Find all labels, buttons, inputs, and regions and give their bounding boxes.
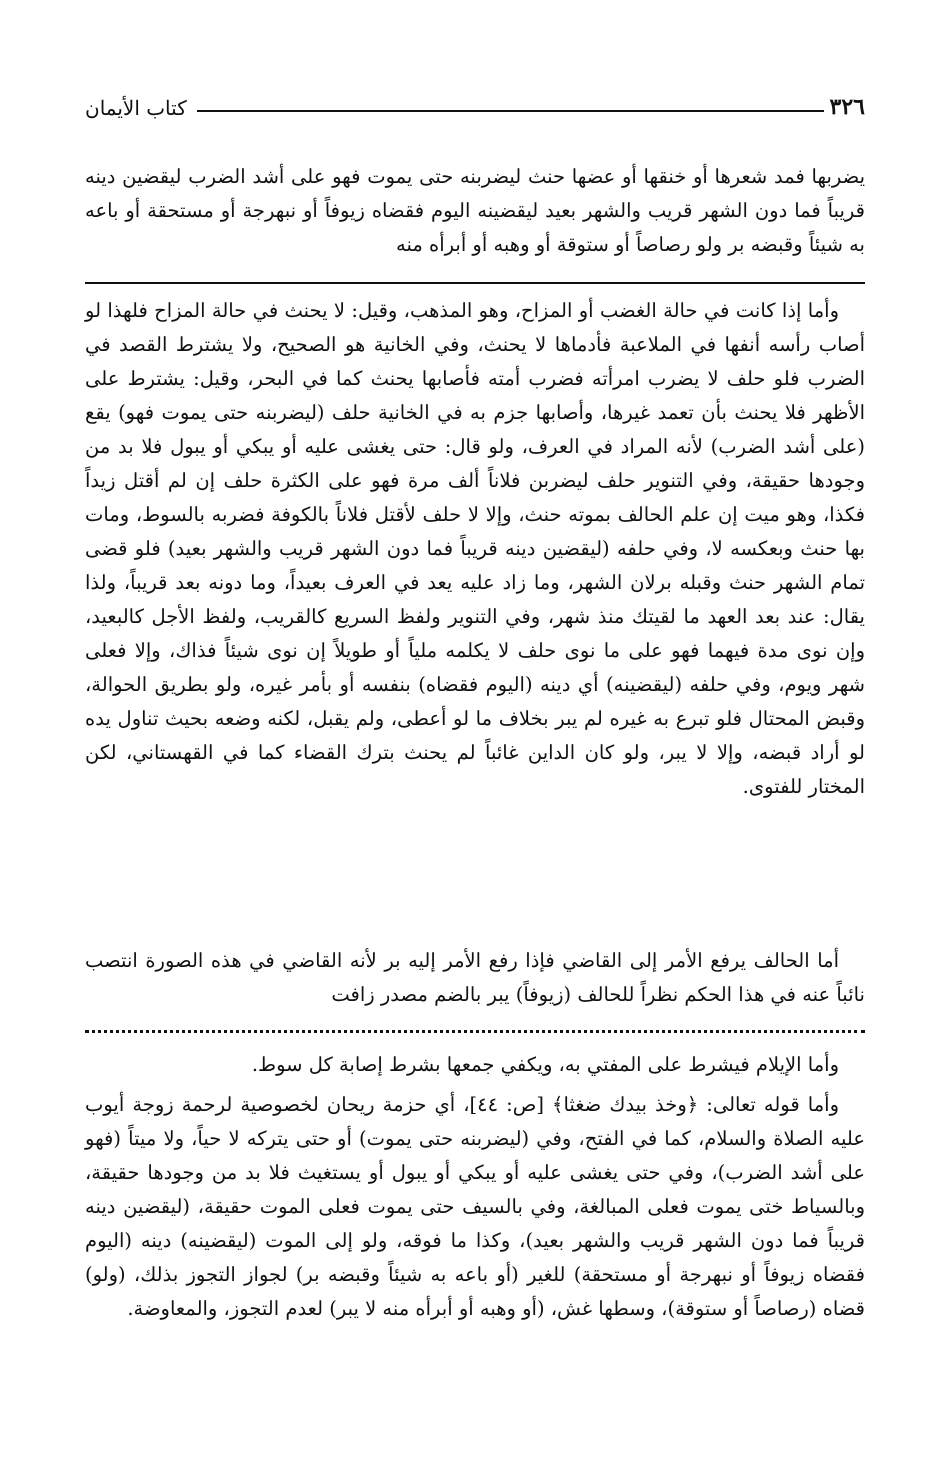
header-rule xyxy=(197,110,824,112)
matn-bottom-paragraph: أما الحالف يرفع الأمر إلى القاضي فإذا رفع الأمر إليه بر لأنه القاضي في هذه الصورة انتصب نائباً عنه في هذا الحكم نظراً للحالف (زيوفاً) يبر بالضم مصدر زافت xyxy=(85,949,865,1006)
book-page xyxy=(85,80,865,1410)
sharh-2-paragraph-2: وأما قوله تعالى: ﴿وخذ بيدك ضغثا﴾ [ص: ٤٤]، أي حزمة ريحان لخصوصية لرحمة زوجة أيوب عليه الصلاة والسلام، كما في الفتح، وفي (ليضربنه حتى يموت) أو حتى يتركه لا حياً، ولا ميتاً (فهو على أشد الضرب)، وفي حتى يغشى عليه أو يبكي أو يبول أو يستغيث فلا بد من وجودها حقيقة، وبالسياط ختى يموت فعلى المبالغة، وفي بالسيف حتى يموت فعلى الموت حقيقة، (ليقضين دينه قريباً فما دون الشهر قريب والشهر بعيد)، وكذا ما فوقه، ولو إلى الموت (ليقضينه) دينه (اليوم فقضاه زيوفاً أو نبهرجة أو مستحقة) للغير (أو باعه به شيئاً وقبضه بر) لجواز التجوز بذلك، (ولو) قضاه (رصاصاً أو ستوقة)، وسطها غش، (أو وهبه أو أبرأه منه لا يبر) لعدم التجوز، والمعاوضة. xyxy=(85,1093,865,1320)
matn-separator-rule xyxy=(85,282,865,284)
sharh-section-2 xyxy=(85,1048,865,1326)
matn-top xyxy=(85,160,865,262)
matn-top-paragraph: يضربها فمد شعرها أو خنقها أو عضها حنث ليضربنه حتى يموت فهو على أشد الضرب ليقضين دينه قريباً فما دون الشهر قريب والشهر بعيد ليقضينه اليوم فقضاه زيوفاً أو نبهرجة أو مستحقة أو باعه به شيئاً وقبضه بر ولو رصاصاً أو ستوقة أو وهبه أو أبرأه منه xyxy=(85,165,865,256)
page-header xyxy=(85,80,865,120)
page-number: ٣٢٦ xyxy=(829,94,865,120)
sharh-section-1 xyxy=(85,294,865,804)
sharh-1-paragraph: وأما إذا كانت في حالة الغضب أو المزاح، وهو المذهب، وقيل: لا يحنث في حالة المزاح فلهذا لو أصاب رأسه أنفها في الملاعبة فأدماها لا يحنث، وفي الخانية هو الصحيح، ولا يشترط القصد في الضرب فلو حلف لا يضرب امرأته فضرب أمته فأصابها يحنث كما في البحر، وقيل: يشترط على الأظهر فلا يحنث بأن تعمد غيرها، وأصابها جزم به في الخانية حلف (ليضربنه حتى يموت فهو) يقع (على أشد الضرب) لأنه المراد في العرف، ولو قال: حتى يغشى عليه أو يبكي أو يبول فلا بد من وجودها حقيقة، وفي التنوير حلف ليضربن فلاناً ألف مرة فهو على الكثرة حلف إن لم أقتل زيداً فكذا، وهو ميت إن علم الحالف بموته حنث، وإلا لا حلف لأقتل فلاناً بالكوفة فضربه بالسوط، ومات بها حنث وبعكسه لا، وفي حلفه (ليقضين دينه قريباً فما دون الشهر قريب والشهر بعيد) فلو قضى تمام الشهر حنث وقبله برلان الشهر، وما زاد عليه يعد في العرف بعيداً، وما دونه بعد قريباً، ولذا يقال: عند بعد العهد ما لقيتك منذ شهر، وفي التنوير ولفظ السريع كالقريب، ولفظ الأجل كالبعيد، وإن نوى مدة فيهما فهو على ما نوى حلف لا يكلمه ملياً أو طويلاً إن نوى شيئاً فذاك، وإلا فعلى شهر ويوم، وفي حلفه (ليقضينه) أي دينه (اليوم فقضاه) بنفسه أو بأمر غيره، ولو بطريق الحوالة، وقبض المحتال فلو تبرع به غيره لم يبر بخلاف ما لو أعطى، ولم يقبل، لكنه وضعه بحيث تناول يده لو أراد قبضه، وإلا لا يبر، ولو كان الداين غائباً لم يحنث بترك القضاء كما في القهستاني، لكن المختار للفتوى. xyxy=(85,299,865,798)
sharh-2-paragraph-1: وأما الإيلام فيشرط على المفتي به، ويكفي جمعها بشرط إصابة كل سوط. xyxy=(251,1053,839,1076)
matn-bottom xyxy=(85,944,865,1012)
dotted-separator-rule xyxy=(85,1030,865,1033)
running-title: كتاب الأيمان xyxy=(85,96,187,120)
